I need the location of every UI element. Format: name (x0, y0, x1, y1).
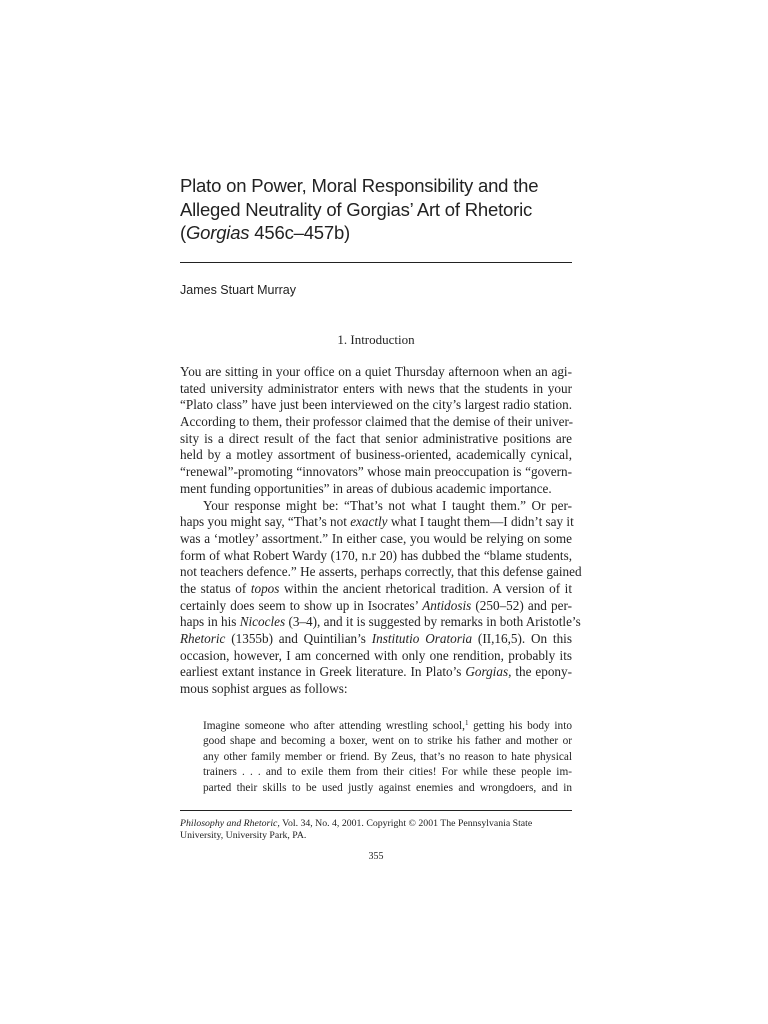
body-line: Your response might be: “That’s not what I taught them.” Or per- (203, 497, 572, 513)
body-text (180, 364, 582, 698)
block-quote (203, 719, 572, 796)
body-line: ment funding opportunities” in areas of dubious academic importance. (180, 480, 552, 496)
footnote-marker: 1 (464, 719, 469, 727)
body-line: certainly does seem to show up in Isocrates’ Antidosis (250–52) and per- (180, 597, 572, 613)
footnote-line: University, University Park, PA. (180, 830, 307, 841)
title-italic: Gorgias (185, 222, 250, 243)
body-line: haps in his Nicocles (3–4), and it is suggested by remarks in both Aristotle’s (180, 614, 581, 630)
title-line: Alleged Neutrality of Gorgias’ Art of Rhetoric (180, 198, 533, 220)
quote-line: trainers . . . and to exile them from their cities! For while these people im- (203, 766, 572, 779)
title-line: Plato on Power, Moral Responsibility and the (180, 175, 539, 196)
body-line: not teachers defence.” He asserts, perhaps correctly, that this defense gained (180, 564, 582, 580)
body-line: earliest extant instance in Greek literature. In Plato’s Gorgias, the epony- (180, 664, 572, 680)
body-line: “renewal”-promoting “innovators” whose main preoccupation is “govern- (180, 464, 572, 480)
body-line: form of what Robert Wardy (170, n.r 20) has dubbed the “blame students, (180, 547, 572, 563)
title-line: (Gorgias 456c–457b) (180, 222, 351, 243)
body-line: You are sitting in your office on a quiet Thursday afternoon when an agi- (180, 364, 572, 379)
body-line: held by a motley assortment of business-oriented, academically cynical, (180, 447, 572, 463)
publication-footnote (180, 818, 572, 842)
body-line: the status of topos within the ancient rhetorical tradition. A version of it (180, 580, 572, 596)
footnote-divider (180, 810, 572, 811)
page-number: 355 (368, 851, 384, 862)
body-line: was a ‘motley’ assortment.” In either case, you would be relying on some (180, 530, 572, 546)
body-line: “Plato class” have just been interviewed on the city’s largest radio station. (180, 397, 572, 413)
quote-line: any other family member or friend. By Zeus, that’s no reason to hate physical (203, 750, 572, 763)
body-line: According to them, their professor claimed that the demise of their univer- (180, 414, 574, 430)
footnote-line: Philosophy and Rhetoric, Vol. 34, No. 4, 2001. Copyright © 2001 The Pennsylvania State (180, 818, 533, 829)
title-divider (180, 262, 572, 263)
body-line: occasion, however, I am concerned with only one rendition, probably its (180, 647, 572, 663)
quote-line: Imagine someone who after attending wrestling school,$^1$ getting his body into (203, 719, 572, 732)
journal-name: Philosophy and Rhetoric, (180, 818, 280, 829)
author-name: James Stuart Murray (180, 283, 297, 297)
body-line: sity is a direct result of the fact that senior administrative positions are (180, 430, 572, 446)
body-line: Rhetoric (1355b) and Quintilian’s Institutio Oratoria (II,16,5). On this (180, 631, 572, 646)
body-line: haps you might say, “That’s not exactly what I taught them—I didn’t say it (180, 514, 574, 530)
quote-line: parted their skills to be used justly against enemies and wrongdoers, and in (203, 781, 572, 794)
quote-line: good shape and becoming a boxer, went on to strike his father and mother or (203, 735, 572, 748)
article-title (180, 174, 580, 245)
body-line: tated university administrator enters with news that the students in your (180, 380, 572, 396)
body-line: mous sophist argues as follows: (180, 681, 348, 697)
section-heading: 1. Introduction (337, 332, 415, 347)
